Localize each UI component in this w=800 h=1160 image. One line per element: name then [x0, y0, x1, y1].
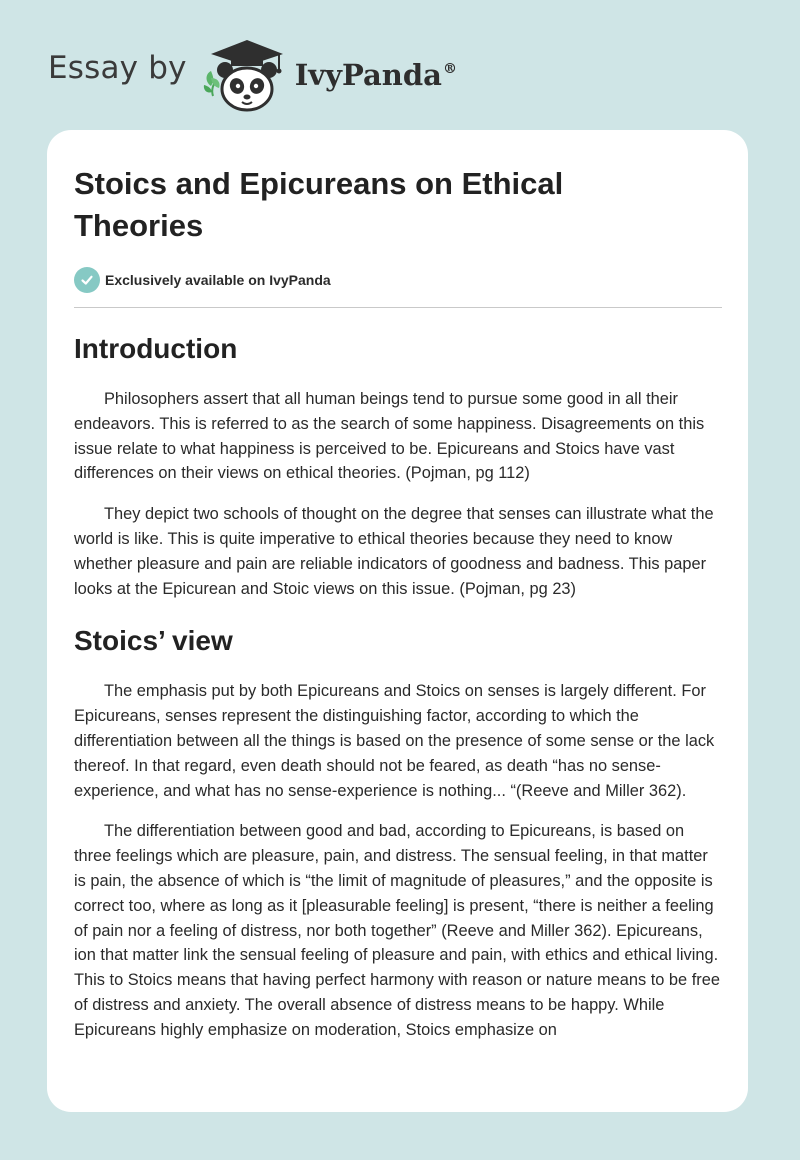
- article-card: [47, 130, 748, 1112]
- section-heading: Introduction: [74, 333, 238, 364]
- check-glyph: [80, 273, 94, 287]
- exclusive-label: Exclusively available on IvyPanda: [105, 272, 331, 288]
- paragraph: Philosophers assert that all human beings tend to pursue some good in all their endeavors. This is referred to as the search of some happiness. Disagreements on this issue relate to what happiness is perceived to be. Epicureans and Stoics have vast differences on their views on ethical theories. (Pojman, pg 112): [74, 390, 705, 483]
- brand-name-text: IvyPanda: [294, 58, 442, 92]
- panda-logo-graphic: [201, 34, 293, 114]
- article-title: Stoics and Epicureans on Ethical Theories: [74, 166, 564, 243]
- section-introduction: [74, 331, 722, 601]
- check-icon: [74, 267, 100, 293]
- registered-mark: ®: [442, 61, 457, 77]
- panda-logo-icon[interactable]: [201, 34, 293, 114]
- brand-name: [295, 58, 457, 92]
- section-heading: Stoics’ view: [74, 625, 233, 657]
- exclusive-badge: [74, 266, 722, 294]
- site-header: [48, 34, 457, 114]
- paragraph: The differentiation between good and bad, according to Epicureans, is based on three feelings which are pleasure, pain, and distress. The sensual feeling, in that matter is pain, the absence of which is “the limit of magnitude of pleasures,” and the opposite is correct too, where as long as it [pleasurable feeling] is present, “there is neither a feeling of pain nor a feeling of distress, nor both together” (Reeve and Miller 362). Epicureans, ion that matter link the sensual feeling of pleasure and pain, with ethics and ethical living. This to Stoics means that having perfect harmony with reason or nature means to be free of distress and anxiety. The overall absence of distress means to be happy. While Epicureans highly emphasize on moderation, Stoics emphasize on: [74, 822, 720, 1039]
- section-stoics-view: [74, 623, 722, 1042]
- divider: [74, 307, 722, 308]
- brand-prefix: Essay by: [48, 50, 187, 86]
- paragraph: They depict two schools of thought on the degree that senses can illustrate what the world is like. This is quite imperative to ethical theories because they need to know whether pleasure and pain are reliable indicators of goodness and badness. This paper looks at the Epicurean and Stoic views on this issue. (Pojman, pg 23): [74, 505, 714, 598]
- paragraph: The emphasis put by both Epicureans and Stoics on senses is largely different. For Epicureans, senses represent the distinguishing factor, according to which the differentiation between all the things is based on the presence of some sense or the lack thereof. In that regard, even death should not be feared, as death “has no sense-experience, and what has no sense-experience is nothing... “(Reeve and Miller 362).: [74, 682, 715, 800]
